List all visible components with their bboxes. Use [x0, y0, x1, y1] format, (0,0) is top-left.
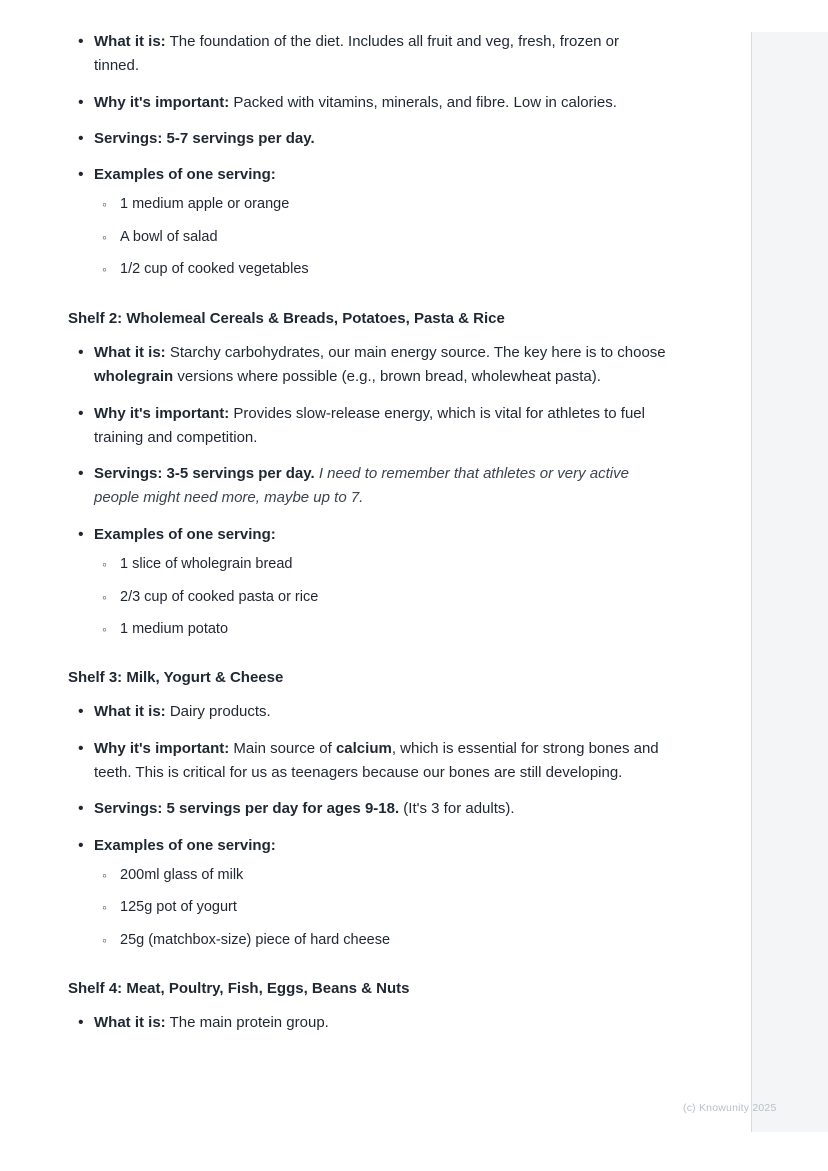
sub-list-item: ◦ 1 slice of wholegrain bread — [94, 553, 668, 576]
shelf-block — [68, 30, 668, 282]
list-item — [68, 1011, 668, 1035]
bullet-list — [68, 1011, 668, 1035]
list-item — [68, 91, 668, 115]
list-item — [68, 700, 668, 724]
list-item — [68, 797, 668, 821]
list-item — [68, 462, 668, 511]
item-label: What it is: — [94, 703, 166, 721]
sub-list-item: ◦ 1 medium potato — [94, 618, 668, 641]
bullet-list — [68, 700, 668, 952]
right-gutter-panel — [751, 32, 828, 1132]
item-label: What it is: — [94, 343, 166, 361]
item-label: Examples of one serving: — [94, 166, 276, 184]
item-label: What it is: — [94, 1014, 166, 1032]
copyright-watermark: (c) Knowunity 2025 — [683, 1102, 777, 1114]
item-label: What it is: — [94, 33, 166, 50]
shelf-heading: Shelf 3: Milk, Yogurt & Cheese — [68, 669, 284, 687]
document-content — [68, 30, 668, 1036]
item-label: Why it's important: — [94, 93, 230, 111]
sub-list-item: ◦ 1 medium apple or orange — [94, 193, 668, 216]
list-item — [68, 163, 668, 282]
bullet-list — [68, 30, 668, 282]
item-label: Why it's important: — [94, 404, 230, 422]
item-emphasis: wholegrain — [94, 368, 174, 386]
shelf-heading: Shelf 2: Wholemeal Cereals & Breads, Potatoes, Pasta & Rice — [68, 309, 505, 327]
shelf-heading: Shelf 4: Meat, Poultry, Fish, Eggs, Beans & Nuts — [68, 980, 410, 998]
list-item — [68, 402, 668, 451]
item-label: Examples of one serving: — [94, 836, 276, 854]
item-text-cont: , which is essential for strong bones and teeth. This is critical for us as teenagers because our bones are still developing. — [94, 739, 659, 782]
item-label: Examples of one serving: — [94, 525, 276, 543]
sub-list-item: ◦ 1/2 cup of cooked vegetables — [94, 258, 668, 281]
item-emphasis: calcium — [335, 739, 392, 757]
list-item — [68, 523, 668, 642]
item-text: Packed with vitamins, minerals, and fibre. Low in calories. — [229, 93, 617, 111]
item-label: Servings: 5 servings per day for ages 9-18. — [94, 800, 400, 818]
item-label: Servings: 3-5 servings per day. — [94, 465, 315, 483]
list-item — [68, 30, 668, 79]
shelf-block — [68, 667, 668, 952]
list-item — [68, 341, 668, 390]
sub-list-item: ◦ 125g pot of yogurt — [94, 896, 668, 919]
list-item — [68, 127, 668, 151]
shelf-block — [68, 978, 668, 1035]
shelf-block — [68, 308, 668, 642]
sub-list — [94, 864, 668, 952]
sub-list — [94, 193, 668, 281]
item-text: Main source of — [229, 739, 336, 757]
list-item — [68, 834, 668, 953]
item-label: Why it's important: — [94, 739, 230, 757]
list-item — [68, 737, 668, 786]
item-label: Servings: 5-7 servings per day. — [94, 129, 315, 147]
sub-list-item: ◦ 2/3 cup of cooked pasta or rice — [94, 586, 668, 609]
sub-list-item: ◦ 200ml glass of milk — [94, 864, 668, 887]
item-text: Starchy carbohydrates, our main energy source. The key here is to choose — [165, 343, 666, 361]
item-text: Provides slow-release energy, which is vital for athletes to fuel training and competition. — [94, 404, 645, 446]
item-text-cont: versions where possible (e.g., brown bread, wholewheat pasta). — [173, 368, 601, 386]
sub-list-item: ◦ 25g (matchbox-size) piece of hard cheese — [94, 929, 668, 952]
bullet-list — [68, 341, 668, 642]
item-text: The foundation of the diet. Includes all fruit and veg, fresh, frozen or tinned. — [94, 33, 620, 75]
item-text: Dairy products. — [165, 703, 271, 721]
sub-list — [94, 553, 668, 641]
item-italic-note: I need to remember that athletes or very active people might need more, maybe up to 7. — [94, 465, 629, 507]
sub-list-item: ◦ A bowl of salad — [94, 226, 668, 249]
item-text: The main protein group. — [165, 1014, 329, 1032]
item-text: (It's 3 for adults). — [399, 800, 515, 818]
